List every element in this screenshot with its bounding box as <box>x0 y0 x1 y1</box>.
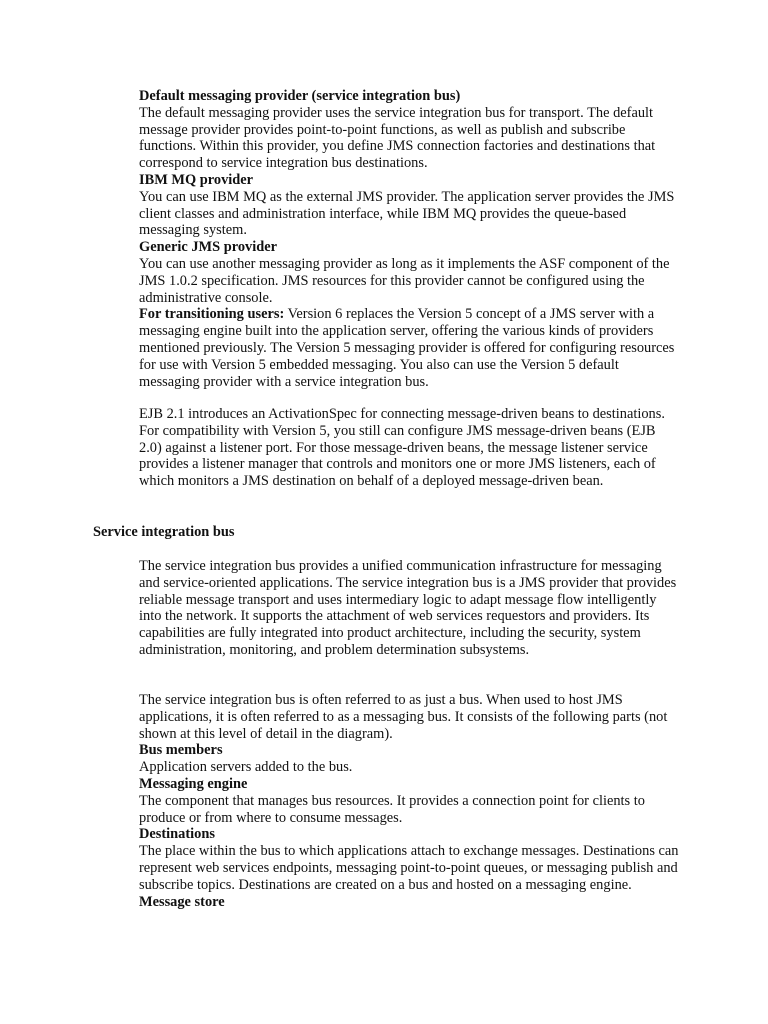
message-store-term: Message store <box>139 893 225 910</box>
providers-list <box>139 88 679 390</box>
ibm-mq-provider-description: You can use IBM MQ as the external JMS provider. The application server provides the JMS client classes and administration interface, while IBM MQ provides the queue-based messaging system. <box>139 188 675 239</box>
destinations-description: The place within the bus to which applications attach to exchange messages. Destinations can represent web services endpoints, messaging point-to-point queues, or messaging publish and subscribe topics. Destinations are created on a bus and hosted on a messaging engine. <box>139 843 679 893</box>
default-provider-term: Default messaging provider (service integration bus) <box>139 88 461 104</box>
ibm-mq-provider-term: IBM MQ provider <box>139 171 254 188</box>
section-heading: Service integration bus <box>93 524 235 540</box>
transitioning-users-text: Version 6 replaces the Version 5 concept of a JMS server with a messaging engine built into the application server, offering the various kinds of providers mentioned previously. The Version 5 messaging provider is offered for configuring resources for use with Version 5 embedded messaging. You also can use the Version 5 default messaging provider with a service integration bus. <box>139 306 675 390</box>
transitioning-users-label: For transitioning users: <box>139 306 285 323</box>
bus-members-description: Application servers added to the bus. <box>139 759 353 776</box>
section-intro-paragraph: The service integration bus provides a unified communication infrastructure for messaging and service-oriented applications. The service integration bus is a JMS provider that provides reliable message transport and uses intermediary logic to adapt message flow intelligently into the network. It supports the attachment of web services requestors and providers. Its capabilities are fully integrated into product architecture, including the security, system administration, monitoring, and problem determination subsystems. <box>139 558 677 658</box>
messaging-engine-term: Messaging engine <box>139 775 248 792</box>
bus-paragraph: The service integration bus is often referred to as just a bus. When used to host JMS applications, it is often referred to as a messaging bus. It consists of the following parts (not shown at this level of detail in the diagram). <box>139 692 668 742</box>
generic-jms-provider-description: You can use another messaging provider as long as it implements the ASF component of the JMS 1.0.2 specification. JMS resources for this provider cannot be configured using the administrative console. <box>139 255 670 306</box>
bus-parts-block <box>139 692 679 910</box>
section-intro-block <box>139 558 679 659</box>
bus-members-term: Bus members <box>139 742 223 759</box>
ejb-paragraph-block <box>139 406 679 490</box>
messaging-engine-description: The component that manages bus resources. It provides a connection point for clients to produce or from where to consume messages. <box>139 792 645 826</box>
default-provider-description: The default messaging provider uses the service integration bus for transport. The default message provider provides point-to-point functions, as well as publish and subscribe functions. Within this provider, you define JMS connection factories and destinations that correspond to service integration bus destinations. <box>139 104 656 172</box>
destinations-term: Destinations <box>139 826 215 843</box>
transitioning-users-note <box>139 306 679 390</box>
ejb-paragraph: EJB 2.1 introduces an ActivationSpec for connecting message-driven beans to destinations. For compatibility with Version 5, you still can configure JMS message-driven beans (EJB 2.0) against a listener port. For those message-driven beans, the message listener service provides a listener manager that controls and monitors one or more JMS listeners, each of which monitors a JMS destination on behalf of a deployed message-driven bean. <box>139 406 665 490</box>
generic-jms-provider-term: Generic JMS provider <box>139 239 278 256</box>
